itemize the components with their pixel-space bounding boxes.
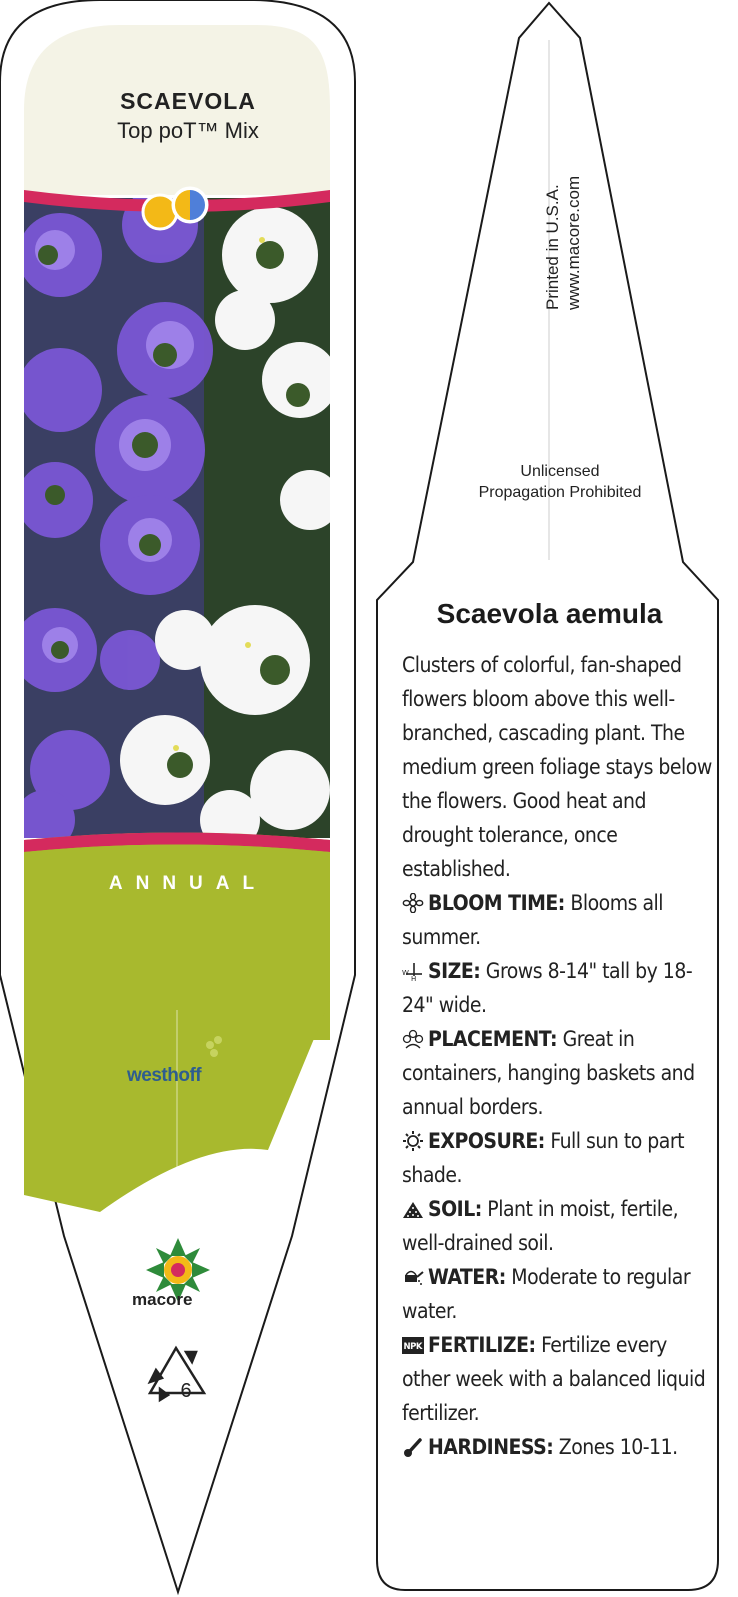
attribute-value: Plant in moist, fertile, well-drained soil. bbox=[402, 1197, 679, 1255]
attribute-value: Grows 8-14" tall by 18-24" wide. bbox=[402, 959, 693, 1017]
attribute-water bbox=[402, 1260, 714, 1328]
attribute-value: Full sun to part shade. bbox=[402, 1129, 685, 1187]
propagation-notice bbox=[430, 461, 690, 503]
attribute-exposure bbox=[402, 1124, 714, 1192]
npk-icon bbox=[402, 1335, 424, 1355]
thermometer-icon bbox=[402, 1437, 424, 1457]
size-icon bbox=[402, 961, 424, 981]
printed-in-note bbox=[542, 70, 584, 310]
attribute-value: Blooms all summer. bbox=[402, 891, 664, 949]
notice-line-2: Propagation Prohibited bbox=[478, 484, 642, 501]
svg-text:H: H bbox=[411, 975, 416, 981]
attribute-placement bbox=[402, 1022, 714, 1124]
soil-icon bbox=[402, 1199, 424, 1219]
attribute-bloom-time bbox=[402, 886, 714, 954]
attribute-label: PLACEMENT: bbox=[428, 1027, 558, 1051]
recycle-code: 6 bbox=[180, 1380, 192, 1402]
printed-line-1: Printed in U.S.A. bbox=[543, 184, 562, 310]
attribute-label: SIZE: bbox=[428, 959, 481, 983]
watering-can-icon bbox=[402, 1267, 424, 1287]
plant-title: SCAEVOLA bbox=[120, 88, 256, 114]
plant-description: Clusters of colorful, fan-shaped flowers bloom above this well-branched, cascading plant. The medium green foliage stays below the flowers. Good heat and drought tolerance, once established. bbox=[402, 653, 712, 881]
attribute-soil bbox=[402, 1192, 714, 1260]
attribute-hardiness bbox=[402, 1430, 714, 1464]
placement-icon bbox=[402, 1029, 424, 1049]
plant-type-label: ANNUAL bbox=[108, 873, 268, 894]
brand-logo-text: macore bbox=[132, 1290, 193, 1309]
attribute-label: HARDINESS: bbox=[428, 1435, 554, 1459]
attribute-value: Moderate to regular water. bbox=[402, 1265, 691, 1323]
svg-text:NPK: NPK bbox=[403, 1342, 422, 1352]
attribute-value: Great in containers, hanging baskets and annual borders. bbox=[402, 1027, 695, 1119]
attribute-label: BLOOM TIME: bbox=[428, 891, 565, 915]
attribute-label: EXPOSURE: bbox=[428, 1129, 545, 1153]
printed-line-2: www.macore.com bbox=[564, 175, 583, 310]
attribute-value: Fertilize every other week with a balanced liquid fertilizer. bbox=[402, 1333, 706, 1425]
attribute-value: Zones 10-11. bbox=[553, 1435, 678, 1459]
attribute-label: SOIL: bbox=[428, 1197, 482, 1221]
bloom-time-icon bbox=[402, 893, 424, 913]
breeder-logo: westhoff bbox=[127, 1065, 202, 1086]
exposure-sun-icon bbox=[402, 1131, 424, 1151]
attribute-fertilize bbox=[402, 1328, 714, 1430]
svg-text:W: W bbox=[402, 969, 409, 977]
attribute-size bbox=[402, 954, 714, 1022]
scientific-name: Scaevola aemula bbox=[436, 598, 663, 629]
care-info bbox=[402, 648, 714, 1464]
attribute-label: WATER: bbox=[428, 1265, 506, 1289]
plant-subtitle: Top poT™ Mix bbox=[117, 118, 259, 143]
sun-color-dot-icon bbox=[143, 195, 177, 229]
scaevola-flower-photo bbox=[13, 187, 340, 850]
notice-line-1: Unlicensed bbox=[520, 463, 600, 480]
attribute-label: FERTILIZE: bbox=[428, 1333, 536, 1357]
